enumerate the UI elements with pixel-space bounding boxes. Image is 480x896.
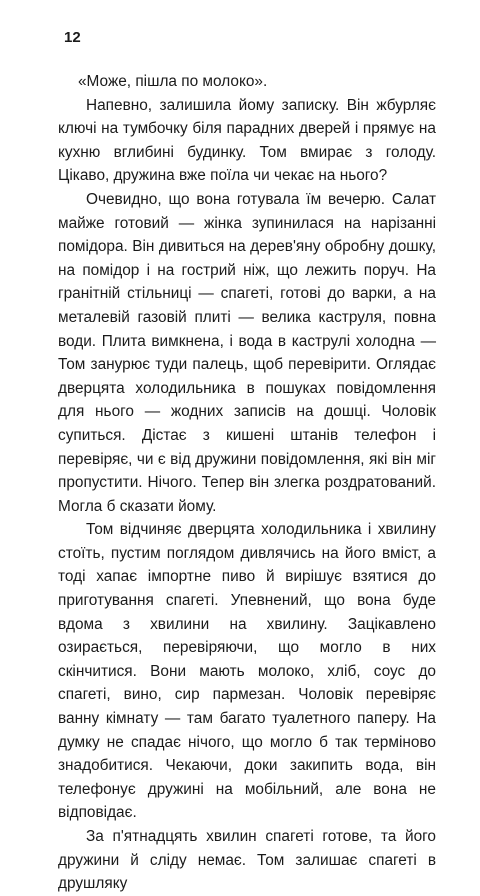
paragraph: За п'ятнадцять хвилин спагеті готове, та його дружини й сліду немає. Том залишає спагеті в друшляку — [58, 828, 436, 893]
paragraph: «Може, пішла по молоко». — [78, 73, 268, 90]
body-text — [58, 70, 436, 896]
page-number: 12 — [64, 29, 81, 46]
paragraph: Напевно, залишила йому записку. Він жбурляє ключі на тумбочку біля парадних дверей і прямує на кухню вглибині будинку. Том вмирає з голоду. Цікаво, дружина вже поїла чи чекає на нього? — [58, 96, 436, 185]
paragraph: Том відчиняє дверцята холодильника і хвилину стоїть, пустим поглядом дивлячись на його вміст, а тоді хапає імпортне пиво й вирішує взятися до приготування спагеті. Упевнений, що вона буде вдома з хвилини на хвилину. Зацікавлено озирається, перевіряючи, що могло в них скінчитися. Вони мають молоко, хліб, соус до спагеті, вино, сир пармезан. Чоловік перевіряє ванну кімнату — там багато туалетного паперу. На думку не спадає нічого, що могло б так терміново знадобитися. Чекаючи, доки закипить вода, він телефонує дружині на мобільний, але вона не відповідає. — [58, 521, 436, 822]
paragraph: Очевидно, що вона готувала їм вечерю. Салат майже готовий — жінка зупинилася на нарізанні помідора. Він дивиться на дерев'яну обробну дошку, на помідор і на гострий ніж, що лежить поруч. На гранітній стільниці — спагеті, готові до варки, а на металевій газовій плиті — велика каструля, повна води. Плита вимкнена, і вода в каструлі холодна — Том занурює туди палець, щоб перевірити. Оглядає дверцята холодильника в пошуках повідомлення для нього — жодних записів на дошці. Чоловік супиться. Дістає з кишені штанів телефон і перевіряє, чи є від дружини повідомлення, які він міг пропустити. Нічого. Тепер він злегка роздратований. Могла б сказати йому. — [58, 190, 436, 515]
